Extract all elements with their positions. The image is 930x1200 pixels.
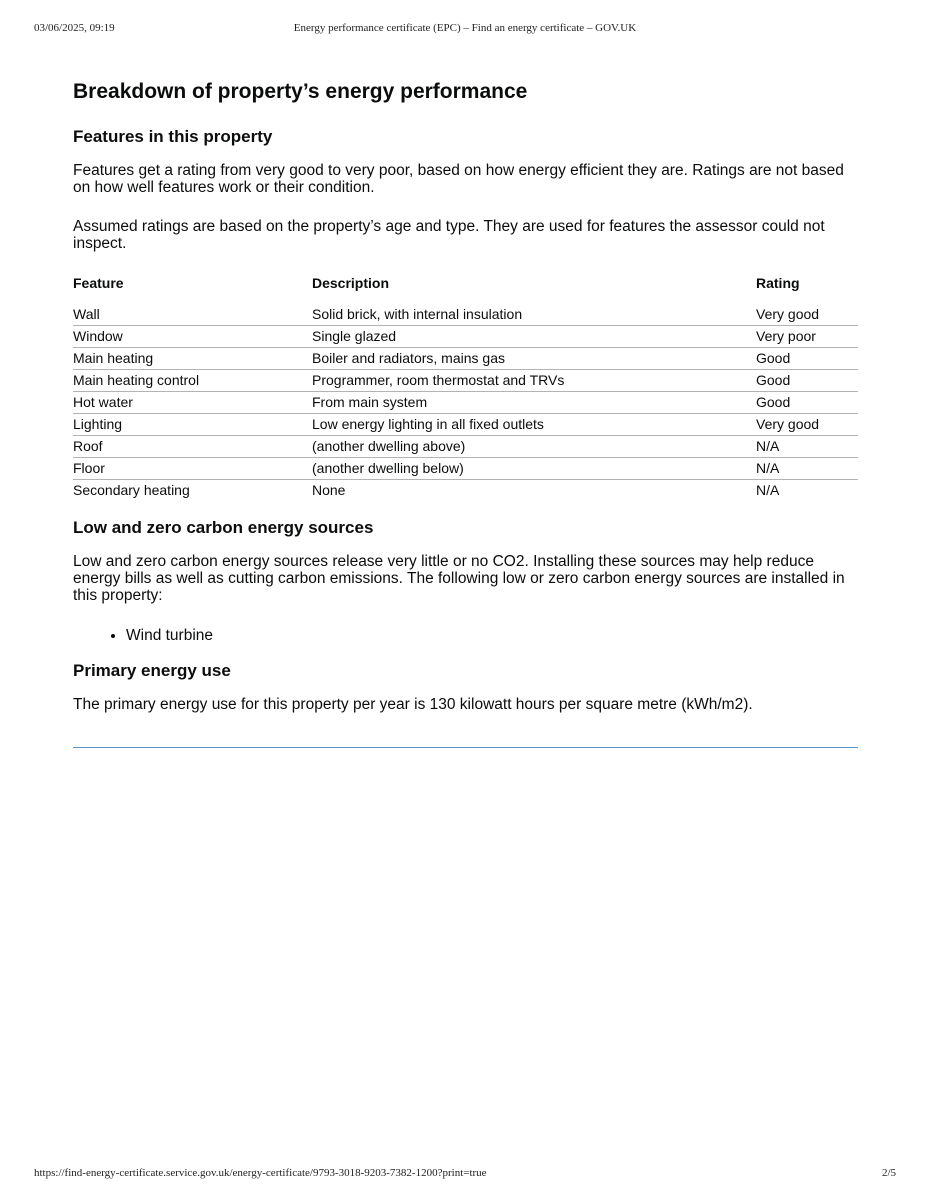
feature-cell: Floor xyxy=(73,458,312,480)
description-cell: (another dwelling above) xyxy=(312,436,756,458)
print-datetime: 03/06/2025, 09:19 xyxy=(34,22,115,34)
print-url: https://find-energy-certificate.service.gov.uk/energy-certificate/9793-3018-9203-7382-1200?print=true xyxy=(34,1167,487,1179)
rating-cell: Good xyxy=(756,370,858,392)
feature-cell: Wall xyxy=(73,304,312,326)
feature-cell: Window xyxy=(73,326,312,348)
description-cell: From main system xyxy=(312,392,756,414)
features-table xyxy=(73,274,858,501)
rating-cell: N/A xyxy=(756,436,858,458)
rating-cell: Good xyxy=(756,392,858,414)
feature-cell: Main heating xyxy=(73,348,312,370)
feature-cell: Lighting xyxy=(73,414,312,436)
section-divider xyxy=(73,747,858,748)
description-cell: Low energy lighting in all fixed outlets xyxy=(312,414,756,436)
table-row xyxy=(73,480,858,502)
description-cell: Solid brick, with internal insulation xyxy=(312,304,756,326)
column-header-rating: Rating xyxy=(756,275,800,291)
table-row xyxy=(73,304,858,326)
page-title: Breakdown of property’s energy performance xyxy=(73,80,528,103)
feature-cell: Hot water xyxy=(73,392,312,414)
table-row xyxy=(73,436,858,458)
list-item: • Wind turbine xyxy=(126,626,858,646)
primary-energy-heading: Primary energy use xyxy=(73,661,231,680)
rating-cell: Good xyxy=(756,348,858,370)
table-row xyxy=(73,370,858,392)
rating-cell: N/A xyxy=(756,482,780,498)
description-cell: Programmer, room thermostat and TRVs xyxy=(312,370,756,392)
print-header xyxy=(34,22,896,36)
table-row xyxy=(73,348,858,370)
feature-cell: Secondary heating xyxy=(73,482,190,498)
description-cell: None xyxy=(312,482,346,498)
table-row xyxy=(73,414,858,436)
description-cell: Single glazed xyxy=(312,326,756,348)
low-carbon-text: Low and zero carbon energy sources release very little or no CO2. Installing these sources may help reduce energy bills as well as cutting carbon emissions. The following low or zero carbon energy sources are installed in this property: xyxy=(73,553,845,604)
low-carbon-sources-list xyxy=(73,626,858,646)
table-row xyxy=(73,392,858,414)
primary-energy-text: The primary energy use for this property per year is 130 kilowatt hours per square metre (kWh/m2). xyxy=(73,696,753,713)
print-page-title: Energy performance certificate (EPC) – Find an energy certificate – GOV.UK xyxy=(293,22,637,34)
table-row xyxy=(73,458,858,480)
main-content xyxy=(73,78,858,748)
table-header-row xyxy=(73,274,858,304)
column-header-description: Description xyxy=(312,275,390,291)
rating-cell: Very good xyxy=(756,304,858,326)
features-heading: Features in this property xyxy=(73,127,273,146)
feature-cell: Roof xyxy=(73,436,312,458)
assumed-ratings-note: Assumed ratings are based on the property’s age and type. They are used for features the assessor could not inspect. xyxy=(73,218,825,252)
rating-cell: N/A xyxy=(756,458,858,480)
feature-cell: Main heating control xyxy=(73,370,312,392)
rating-cell: Very good xyxy=(756,414,858,436)
low-carbon-heading: Low and zero carbon energy sources xyxy=(73,518,374,537)
description-cell: Boiler and radiators, mains gas xyxy=(312,348,756,370)
rating-cell: Very poor xyxy=(756,326,858,348)
page-number: 2/5 xyxy=(881,1167,896,1179)
table-row xyxy=(73,326,858,348)
column-header-feature: Feature xyxy=(73,275,124,291)
print-footer xyxy=(34,1167,896,1181)
description-cell: (another dwelling below) xyxy=(312,458,756,480)
features-intro: Features get a rating from very good to very poor, based on how energy efficient they are. Ratings are not based on how well features work or their condition. xyxy=(73,162,844,196)
